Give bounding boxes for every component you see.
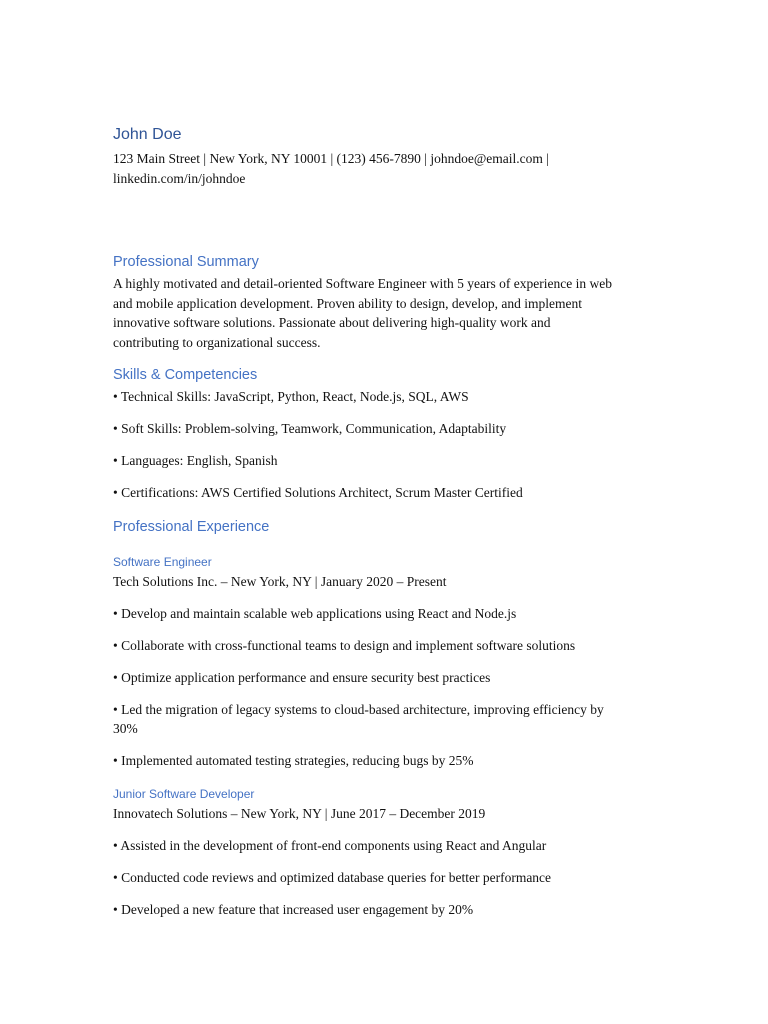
summary-line: innovative software solutions. Passionate about delivering high-quality work and — [113, 315, 551, 330]
job-bullet: • Implemented automated testing strategies, reducing bugs by 25% — [113, 753, 474, 768]
summary-heading: Professional Summary — [113, 254, 259, 270]
job-bullet: • Collaborate with cross-functional teams to design and implement software solutions — [113, 638, 576, 653]
contact-info — [113, 149, 673, 189]
job-bullet: • Optimize application performance and ensure security best practices — [113, 670, 491, 685]
experience-heading: Professional Experience — [113, 519, 270, 535]
summary-line: A highly motivated and detail-oriented Software Engineer with 5 years of experience in web — [113, 276, 612, 291]
job-title: Junior Software Developer — [113, 787, 255, 801]
job-meta: Innovatech Solutions – New York, NY | June 2017 – December 2019 — [113, 806, 486, 821]
job-bullet: • Develop and maintain scalable web applications using React and Node.js — [113, 606, 517, 621]
summary-line: and mobile application development. Proven ability to design, develop, and implement — [113, 295, 583, 311]
skills-heading: Skills & Competencies — [113, 367, 258, 383]
contact-line: 123 Main Street | New York, NY 10001 | (123) 456-7890 | johndoe@email.com | — [113, 151, 549, 166]
job-meta: Tech Solutions Inc. – New York, NY | January 2020 – Present — [113, 574, 447, 589]
contact-line: linkedin.com/in/johndoe — [113, 171, 246, 186]
job-title: Software Engineer — [113, 555, 212, 569]
skill-item: • Soft Skills: Problem-solving, Teamwork, Communication, Adaptability — [113, 421, 507, 436]
job-bullet: • Developed a new feature that increased user engagement by 20% — [113, 902, 474, 917]
skill-item: • Certifications: AWS Certified Solutions Architect, Scrum Master Certified — [113, 485, 523, 500]
job-bullet: • Conducted code reviews and optimized database queries for better performance — [113, 870, 552, 885]
skill-item: • Languages: English, Spanish — [113, 453, 278, 468]
skill-item: • Technical Skills: JavaScript, Python, React, Node.js, SQL, AWS — [113, 389, 469, 404]
job-bullet-continuation: 30% — [113, 721, 138, 736]
summary-paragraph — [113, 274, 673, 352]
job-bullet: • Assisted in the development of front-end components using React and Angular — [113, 838, 547, 853]
summary-line: contributing to organizational success. — [113, 334, 321, 350]
candidate-name: John Doe — [113, 126, 182, 143]
job-bullet: • Led the migration of legacy systems to cloud-based architecture, improving efficiency by — [113, 702, 604, 717]
